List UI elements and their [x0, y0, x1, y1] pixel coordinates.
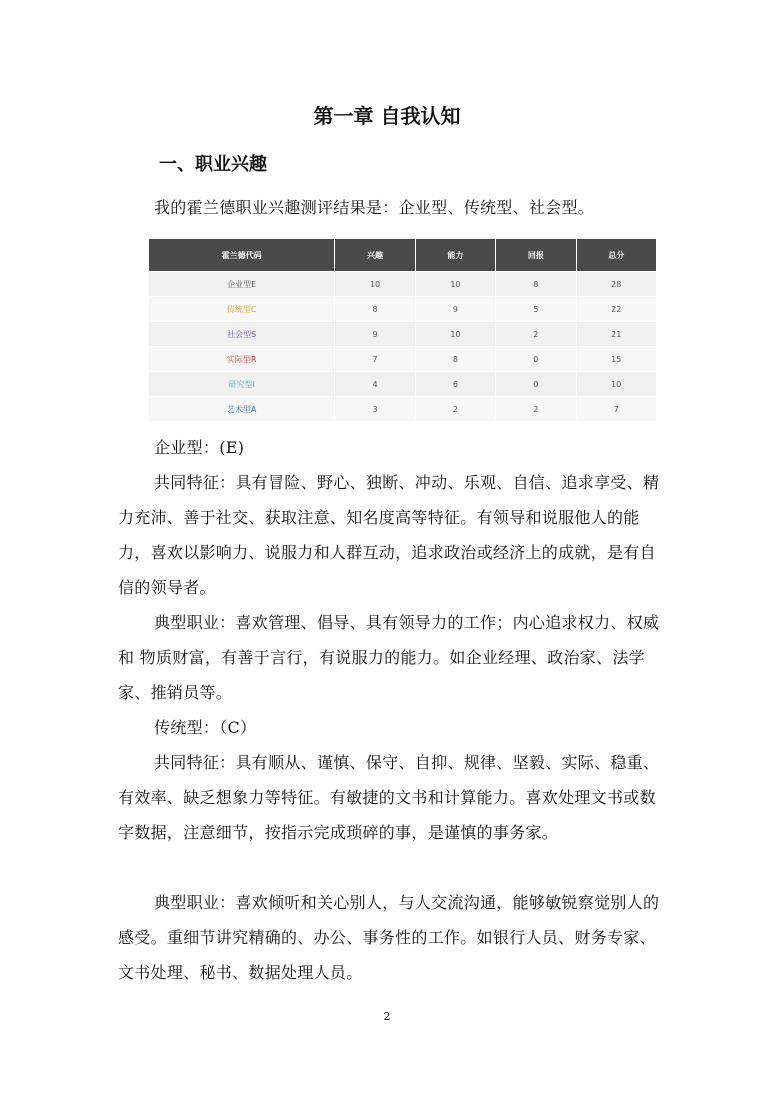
- ability-cell: 2: [416, 397, 495, 421]
- total-cell: 28: [577, 272, 656, 296]
- col-interest-header: 兴趣: [335, 239, 414, 271]
- section-heading: 一、职业兴趣: [159, 154, 267, 175]
- interest-cell: 3: [335, 397, 414, 421]
- interest-cell: 9: [335, 322, 414, 346]
- total-cell: 21: [577, 322, 656, 346]
- col-reward-header: 回报: [496, 239, 575, 271]
- ability-cell: 8: [416, 347, 495, 371]
- page-title: 第一章 自我认知: [313, 104, 461, 128]
- code-cell: 企业型E: [149, 272, 334, 296]
- reward-cell: 0: [496, 347, 575, 371]
- reward-cell: 2: [496, 397, 575, 421]
- reward-cell: 5: [496, 297, 575, 321]
- table-row: [149, 372, 656, 396]
- ability-cell: 10: [416, 272, 495, 296]
- paragraph-enterprise-type: 企业型：(E): [154, 438, 245, 457]
- reward-cell: 2: [496, 322, 575, 346]
- total-cell: 22: [577, 297, 656, 321]
- reward-cell: 8: [496, 272, 575, 296]
- table-row: [149, 322, 656, 346]
- code-cell: 实际型R: [149, 347, 334, 371]
- col-ability-header: 能力: [416, 239, 495, 271]
- col-total-header: 总分: [577, 239, 656, 271]
- interest-cell: 4: [335, 372, 414, 396]
- code-cell: 社会型S: [149, 322, 334, 346]
- table-row: [149, 297, 656, 321]
- table-row: [149, 272, 656, 296]
- page-number: 2: [383, 1010, 391, 1023]
- total-cell: 15: [577, 347, 656, 371]
- ability-cell: 6: [416, 372, 495, 396]
- paragraph-conventional-jobs: 典型职业：喜欢倾听和关心别人，与人交流沟通，能够敏锐察觉别人的感受。重细节讲究精确的、办公、事务性的工作。如银行人员、财务专家、文书处理、秘书、数据处理人员。: [118, 893, 660, 982]
- intro-paragraph: 我的霍兰德职业兴趣测评结果是：企业型、传统型、社会型。: [154, 198, 595, 217]
- paragraph-conventional-traits: 共同特征：具有顺从、谨慎、保守、自抑、规律、坚毅、实际、稳重、有效率、缺乏想象力等特征。有敏捷的文书和计算能力。喜欢处理文书或数字数据，注意细节，按指示完成琐碎的事，是谨慎的事务家。: [118, 753, 660, 842]
- reward-cell: 0: [496, 372, 575, 396]
- interest-cell: 10: [335, 272, 414, 296]
- table-row: [149, 397, 656, 421]
- ability-cell: 9: [416, 297, 495, 321]
- table-header-row: [149, 239, 656, 271]
- holland-table: [148, 238, 657, 422]
- code-cell: 传统型C: [149, 297, 334, 321]
- code-cell: 研究型I: [149, 372, 334, 396]
- paragraph-conventional-type: 传统型：（C）: [154, 718, 257, 737]
- total-cell: 7: [577, 397, 656, 421]
- interest-cell: 8: [335, 297, 414, 321]
- paragraph-enterprise-jobs: 典型职业：喜欢管理、倡导、具有领导力的工作；内心追求权力、权威和 物质财富，有善于言行，有说服力的能力。如企业经理、政治家、法学家、推销员等。: [118, 613, 660, 702]
- table-row: [149, 347, 656, 371]
- ability-cell: 10: [416, 322, 495, 346]
- interest-cell: 7: [335, 347, 414, 371]
- col-code-header: 霍兰德代码: [149, 239, 334, 271]
- total-cell: 10: [577, 372, 656, 396]
- paragraph-enterprise-traits: 共同特征：具有冒险、野心、独断、冲动、乐观、自信、追求享受、精力充沛、善于社交、获取注意、知名度高等特征。有领导和说服他人的能力，喜欢以影响力、说服力和人群互动，追求政治或经济上的成就，是有自信的领导者。: [118, 473, 660, 597]
- code-cell: 艺术型A: [149, 397, 334, 421]
